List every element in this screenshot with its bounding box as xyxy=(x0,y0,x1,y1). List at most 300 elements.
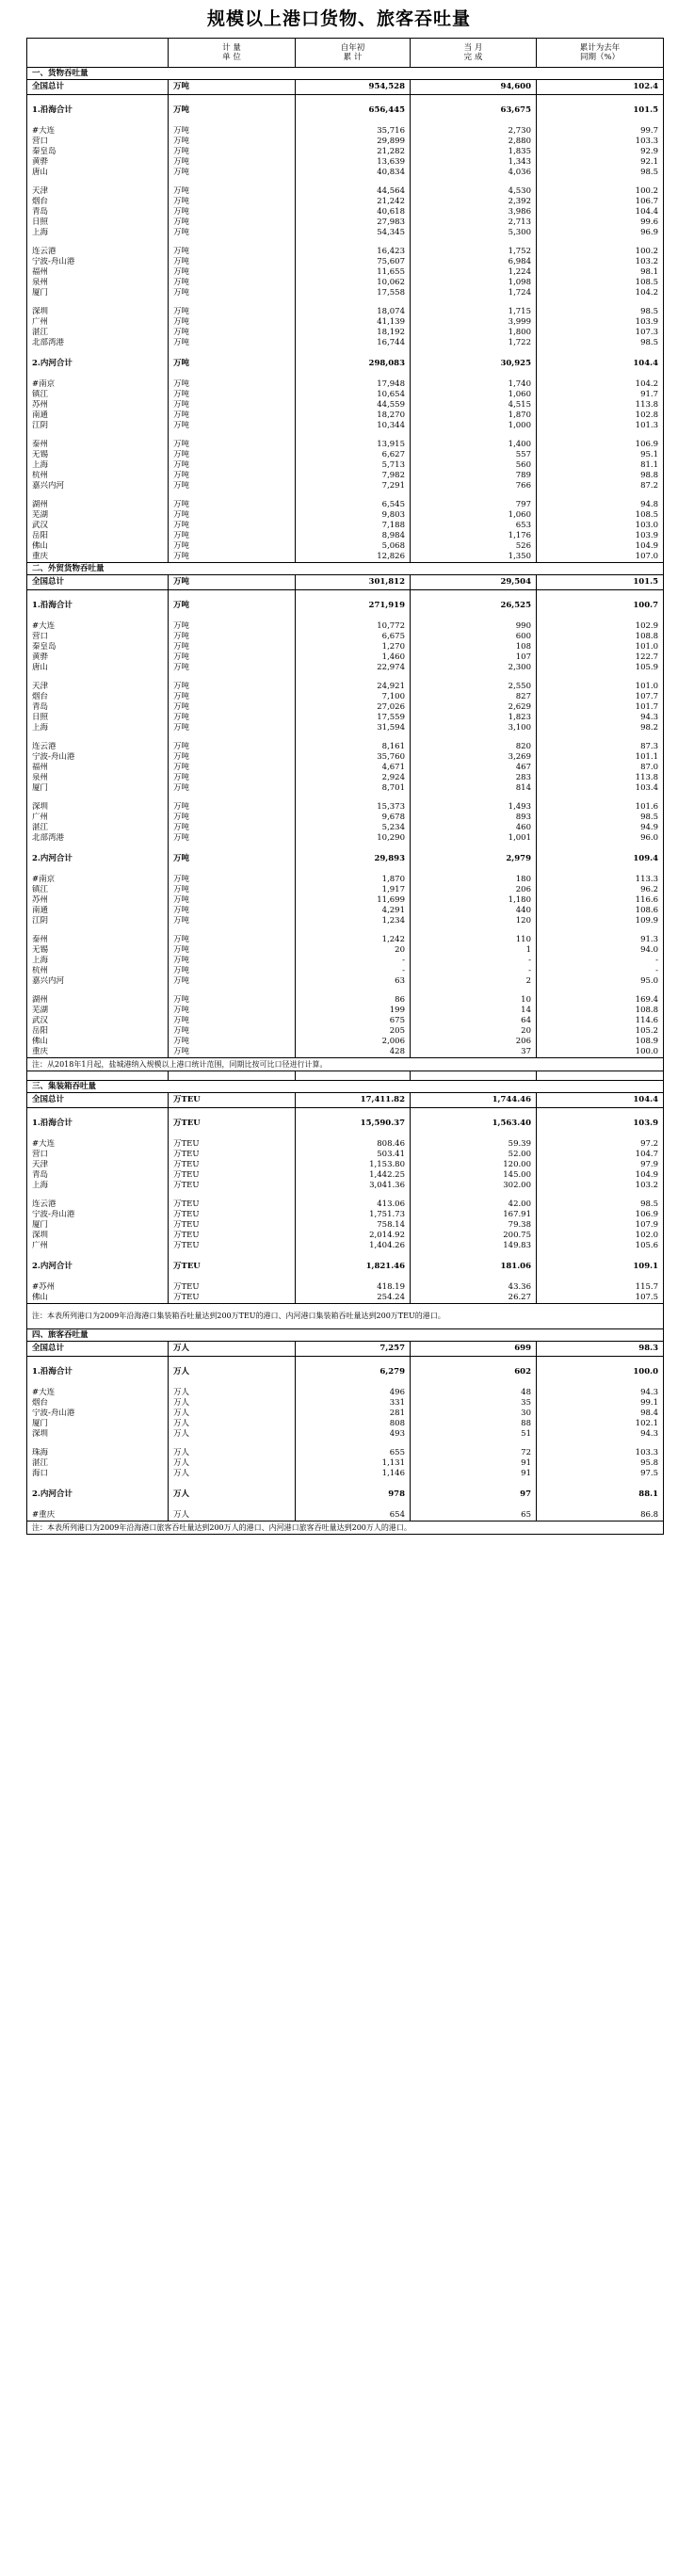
table-row xyxy=(27,713,664,723)
row-cumulative: 496 xyxy=(296,1388,411,1398)
row-unit: 万TEU xyxy=(169,1170,296,1181)
table-row xyxy=(27,307,664,317)
note-row xyxy=(27,1058,664,1071)
row-yoy-percent: 103.3 xyxy=(537,1448,664,1458)
row-current-month: 26.27 xyxy=(411,1293,537,1304)
row-cumulative: 199 xyxy=(296,1006,411,1016)
row-yoy-percent: 81.1 xyxy=(537,460,664,471)
table-row xyxy=(27,1429,664,1440)
row-label: 青岛 xyxy=(27,702,169,713)
row-current-month: 1,752 xyxy=(411,247,537,257)
row-current-month: 2,629 xyxy=(411,702,537,713)
table-row xyxy=(27,906,664,916)
row-unit: 万TEU xyxy=(169,1231,296,1241)
row-yoy-percent: 94.3 xyxy=(537,1388,664,1398)
total-row xyxy=(27,1488,664,1502)
row-label: 杭州 xyxy=(27,966,169,976)
row-unit: 万吨 xyxy=(169,541,296,552)
table-row xyxy=(27,390,664,400)
row-unit: 万吨 xyxy=(169,157,296,168)
row-current-month: 5,300 xyxy=(411,228,537,238)
table-row xyxy=(27,875,664,885)
table-row xyxy=(27,956,664,966)
spacer-row xyxy=(27,794,664,802)
row-current-month: 1,001 xyxy=(411,833,537,844)
row-cumulative: 2,924 xyxy=(296,773,411,783)
row-cumulative: 35,760 xyxy=(296,752,411,763)
row-yoy-percent: 101.5 xyxy=(537,104,664,118)
row-current-month: 2,550 xyxy=(411,682,537,692)
row-current-month: - xyxy=(411,966,537,976)
row-unit: 万吨 xyxy=(169,531,296,541)
row-yoy-percent: 92.9 xyxy=(537,147,664,157)
row-unit: 万TEU xyxy=(169,1282,296,1293)
row-cumulative: 35,716 xyxy=(296,126,411,137)
row-cumulative: 44,559 xyxy=(296,400,411,411)
row-unit: 万吨 xyxy=(169,521,296,531)
row-unit: 万TEU xyxy=(169,1160,296,1170)
port-throughput-table xyxy=(26,38,664,1535)
row-label: 芜湖 xyxy=(27,510,169,521)
row-current-month: 206 xyxy=(411,1037,537,1047)
row-label: 湛江 xyxy=(27,1458,169,1469)
row-label: 烟台 xyxy=(27,197,169,207)
row-current-month: 3,269 xyxy=(411,752,537,763)
row-unit: 万TEU xyxy=(169,1150,296,1160)
row-current-month: 181.06 xyxy=(411,1260,537,1274)
row-yoy-percent: 114.6 xyxy=(537,1016,664,1026)
row-label: 唐山 xyxy=(27,168,169,178)
row-cumulative: 331 xyxy=(296,1398,411,1409)
row-current-month: 10 xyxy=(411,995,537,1006)
row-cumulative: 271,919 xyxy=(296,599,411,613)
row-current-month: 91 xyxy=(411,1469,537,1479)
row-current-month: 283 xyxy=(411,773,537,783)
table-row xyxy=(27,197,664,207)
row-cumulative: 9,678 xyxy=(296,813,411,823)
table-row xyxy=(27,1199,664,1210)
spacer-row xyxy=(27,1502,664,1510)
row-yoy-percent: 102.9 xyxy=(537,621,664,632)
row-current-month: 797 xyxy=(411,500,537,510)
row-yoy-percent: 94.3 xyxy=(537,713,664,723)
row-label: 福州 xyxy=(27,267,169,278)
row-label: #大连 xyxy=(27,1139,169,1150)
row-cumulative: 9,803 xyxy=(296,510,411,521)
row-cumulative: 17,948 xyxy=(296,379,411,390)
row-current-month: 1,060 xyxy=(411,510,537,521)
row-label: 湛江 xyxy=(27,328,169,338)
row-current-month: 64 xyxy=(411,1016,537,1026)
row-label: 北部湾港 xyxy=(27,338,169,348)
row-cumulative: 86 xyxy=(296,995,411,1006)
row-yoy-percent: 102.0 xyxy=(537,1231,664,1241)
row-yoy-percent: 98.4 xyxy=(537,1409,664,1419)
row-unit: 万吨 xyxy=(169,197,296,207)
row-label: 泉州 xyxy=(27,278,169,288)
section-title: 三、集装箱吞吐量 xyxy=(27,1081,664,1093)
row-unit: 万吨 xyxy=(169,1016,296,1026)
row-label: 1.沿海合计 xyxy=(27,104,169,118)
row-unit: 万TEU xyxy=(169,1093,296,1108)
row-label: 1.沿海合计 xyxy=(27,1365,169,1379)
row-label: 厦门 xyxy=(27,288,169,298)
row-current-month: 2,392 xyxy=(411,197,537,207)
row-label: 佛山 xyxy=(27,541,169,552)
row-label: 佛山 xyxy=(27,1037,169,1047)
row-current-month: 766 xyxy=(411,481,537,491)
spacer-row xyxy=(27,1071,664,1081)
row-current-month: 3,999 xyxy=(411,317,537,328)
row-current-month: 6,984 xyxy=(411,257,537,267)
row-cumulative: 1,821.46 xyxy=(296,1260,411,1274)
row-cumulative: 281 xyxy=(296,1409,411,1419)
table-row xyxy=(27,500,664,510)
row-unit: 万吨 xyxy=(169,400,296,411)
row-unit: 万吨 xyxy=(169,995,296,1006)
table-row xyxy=(27,723,664,733)
row-cumulative: 503.41 xyxy=(296,1150,411,1160)
table-row xyxy=(27,632,664,642)
row-cumulative: 16,744 xyxy=(296,338,411,348)
row-label: 苏州 xyxy=(27,895,169,906)
table-row xyxy=(27,763,664,773)
row-unit: 万吨 xyxy=(169,621,296,632)
row-unit: 万TEU xyxy=(169,1220,296,1231)
row-yoy-percent: 103.3 xyxy=(537,137,664,147)
table-row xyxy=(27,813,664,823)
table-row xyxy=(27,823,664,833)
row-unit: 万TEU xyxy=(169,1260,296,1274)
row-current-month: 302.00 xyxy=(411,1181,537,1191)
section-header-row xyxy=(27,68,664,80)
row-cumulative: 205 xyxy=(296,1026,411,1037)
row-yoy-percent: 105.2 xyxy=(537,1026,664,1037)
row-cumulative: 5,234 xyxy=(296,823,411,833)
row-unit: 万吨 xyxy=(169,823,296,833)
row-label: 烟台 xyxy=(27,1398,169,1409)
row-cumulative: 17,411.82 xyxy=(296,1093,411,1108)
row-unit: 万吨 xyxy=(169,713,296,723)
row-current-month: 4,530 xyxy=(411,186,537,197)
row-cumulative: 6,627 xyxy=(296,450,411,460)
row-current-month: 560 xyxy=(411,460,537,471)
row-label: 连云港 xyxy=(27,247,169,257)
row-yoy-percent: 113.8 xyxy=(537,400,664,411)
row-cumulative: 6,545 xyxy=(296,500,411,510)
row-unit: 万人 xyxy=(169,1398,296,1409)
row-unit: 万吨 xyxy=(169,1047,296,1058)
row-cumulative: 493 xyxy=(296,1429,411,1440)
spacer-row xyxy=(27,673,664,682)
row-yoy-percent: 100.2 xyxy=(537,186,664,197)
row-current-month: 440 xyxy=(411,906,537,916)
table-row xyxy=(27,682,664,692)
row-label: 唐山 xyxy=(27,663,169,673)
row-label: 芜湖 xyxy=(27,1006,169,1016)
row-yoy-percent: 86.8 xyxy=(537,1510,664,1521)
row-label: 1.沿海合计 xyxy=(27,1117,169,1131)
row-label: 江阴 xyxy=(27,421,169,431)
row-label: 全国总计 xyxy=(27,575,169,590)
row-yoy-percent: 122.7 xyxy=(537,652,664,663)
table-row xyxy=(27,460,664,471)
row-label: 全国总计 xyxy=(27,80,169,95)
table-row xyxy=(27,935,664,945)
row-current-month: 600 xyxy=(411,632,537,642)
row-cumulative: 1,460 xyxy=(296,652,411,663)
total-row xyxy=(27,104,664,118)
row-yoy-percent: 103.9 xyxy=(537,317,664,328)
row-cumulative: 10,772 xyxy=(296,621,411,632)
table-row xyxy=(27,450,664,460)
table-row xyxy=(27,652,664,663)
row-label: 上海 xyxy=(27,723,169,733)
row-yoy-percent: 108.8 xyxy=(537,1006,664,1016)
row-yoy-percent: 103.0 xyxy=(537,521,664,531)
table-row xyxy=(27,1388,664,1398)
row-label: 南通 xyxy=(27,411,169,421)
row-yoy-percent: 108.5 xyxy=(537,278,664,288)
row-current-month: 65 xyxy=(411,1510,537,1521)
row-yoy-percent: 103.9 xyxy=(537,531,664,541)
row-yoy-percent: 94.3 xyxy=(537,1429,664,1440)
row-yoy-percent: 94.8 xyxy=(537,500,664,510)
row-cumulative: 7,257 xyxy=(296,1342,411,1357)
row-label: 无锡 xyxy=(27,450,169,460)
spacer-row xyxy=(27,178,664,186)
row-unit: 万吨 xyxy=(169,168,296,178)
row-label: 营口 xyxy=(27,632,169,642)
row-unit: 万吨 xyxy=(169,267,296,278)
row-label: 厦门 xyxy=(27,783,169,794)
row-unit: 万吨 xyxy=(169,481,296,491)
table-row xyxy=(27,440,664,450)
table-row xyxy=(27,742,664,752)
row-yoy-percent: 95.8 xyxy=(537,1458,664,1469)
row-unit: 万吨 xyxy=(169,916,296,926)
row-cumulative: 11,699 xyxy=(296,895,411,906)
row-unit: 万人 xyxy=(169,1448,296,1458)
table-row xyxy=(27,471,664,481)
row-label: 宁波-舟山港 xyxy=(27,1409,169,1419)
row-yoy-percent: 113.8 xyxy=(537,773,664,783)
row-yoy-percent: 108.5 xyxy=(537,510,664,521)
row-yoy-percent: 96.0 xyxy=(537,833,664,844)
row-current-month: 91 xyxy=(411,1458,537,1469)
row-cumulative: 413.06 xyxy=(296,1199,411,1210)
row-unit: 万人 xyxy=(169,1342,296,1357)
row-current-month: 206 xyxy=(411,885,537,895)
spacer-row xyxy=(27,1108,664,1118)
table-row xyxy=(27,1026,664,1037)
table-row xyxy=(27,207,664,217)
row-yoy-percent: - xyxy=(537,956,664,966)
row-cumulative: 2,006 xyxy=(296,1037,411,1047)
row-unit: 万吨 xyxy=(169,1026,296,1037)
row-cumulative: 4,291 xyxy=(296,906,411,916)
row-label: 连云港 xyxy=(27,742,169,752)
row-yoy-percent: 107.0 xyxy=(537,552,664,563)
row-label: 营口 xyxy=(27,1150,169,1160)
row-cumulative: 18,270 xyxy=(296,411,411,421)
spacer-row xyxy=(27,371,664,379)
row-unit: 万吨 xyxy=(169,575,296,590)
row-current-month: 30 xyxy=(411,1409,537,1419)
row-unit: 万吨 xyxy=(169,510,296,521)
row-unit: 万人 xyxy=(169,1469,296,1479)
row-unit: 万吨 xyxy=(169,935,296,945)
total-row xyxy=(27,1342,664,1357)
row-label: #南京 xyxy=(27,875,169,885)
row-cumulative: 1,131 xyxy=(296,1458,411,1469)
row-yoy-percent: 101.0 xyxy=(537,682,664,692)
row-cumulative: 1,442.25 xyxy=(296,1170,411,1181)
row-cumulative: 21,242 xyxy=(296,197,411,207)
row-unit: 万吨 xyxy=(169,126,296,137)
row-label: 岳阳 xyxy=(27,531,169,541)
row-yoy-percent: 99.7 xyxy=(537,126,664,137)
row-cumulative: 29,899 xyxy=(296,137,411,147)
row-label: 珠海 xyxy=(27,1448,169,1458)
row-label: 2.内河合计 xyxy=(27,357,169,371)
row-unit: 万吨 xyxy=(169,390,296,400)
row-cumulative: 1,242 xyxy=(296,935,411,945)
row-unit: 万TEU xyxy=(169,1241,296,1251)
row-unit: 万吨 xyxy=(169,278,296,288)
spacer-row xyxy=(27,1251,664,1260)
row-unit: 万TEU xyxy=(169,1117,296,1131)
total-row xyxy=(27,599,664,613)
row-cumulative: 301,812 xyxy=(296,575,411,590)
row-cumulative: 11,655 xyxy=(296,267,411,278)
row-current-month: 820 xyxy=(411,742,537,752)
row-unit: 万吨 xyxy=(169,642,296,652)
table-row xyxy=(27,267,664,278)
row-cumulative: 298,083 xyxy=(296,357,411,371)
row-yoy-percent: 98.1 xyxy=(537,267,664,278)
total-row xyxy=(27,1365,664,1379)
note-row xyxy=(27,1304,664,1329)
row-label: 天津 xyxy=(27,1160,169,1170)
row-label: 厦门 xyxy=(27,1419,169,1429)
header-current-month: 当 月 完 成 xyxy=(411,39,537,68)
row-yoy-percent: 104.4 xyxy=(537,207,664,217)
row-label: 黄骅 xyxy=(27,157,169,168)
row-current-month: 107 xyxy=(411,652,537,663)
row-cumulative: 10,654 xyxy=(296,390,411,400)
table-row xyxy=(27,186,664,197)
row-cumulative: 1,404.26 xyxy=(296,1241,411,1251)
spacer-row xyxy=(27,118,664,126)
total-row xyxy=(27,1117,664,1131)
table-row xyxy=(27,1448,664,1458)
row-cumulative: 2,014.92 xyxy=(296,1231,411,1241)
row-unit: 万吨 xyxy=(169,895,296,906)
table-row xyxy=(27,338,664,348)
row-yoy-percent: 97.9 xyxy=(537,1160,664,1170)
table-row xyxy=(27,1037,664,1047)
row-yoy-percent: 107.7 xyxy=(537,692,664,702)
row-current-month: 4,036 xyxy=(411,168,537,178)
row-cumulative: 954,528 xyxy=(296,80,411,95)
row-unit: 万吨 xyxy=(169,137,296,147)
table-row xyxy=(27,1293,664,1304)
row-current-month: 1,060 xyxy=(411,390,537,400)
row-label: 嘉兴内河 xyxy=(27,976,169,987)
row-yoy-percent: 94.0 xyxy=(537,945,664,956)
row-yoy-percent: 107.3 xyxy=(537,328,664,338)
total-row xyxy=(27,1260,664,1274)
row-unit: 万吨 xyxy=(169,833,296,844)
row-unit: 万吨 xyxy=(169,632,296,642)
table-row xyxy=(27,752,664,763)
row-current-month: 145.00 xyxy=(411,1170,537,1181)
table-row xyxy=(27,421,664,431)
row-unit: 万吨 xyxy=(169,338,296,348)
total-row xyxy=(27,852,664,866)
header-unit: 计 量 单 位 xyxy=(169,39,296,68)
spacer-row xyxy=(27,987,664,995)
table-row xyxy=(27,481,664,491)
row-cumulative: 7,100 xyxy=(296,692,411,702)
row-yoy-percent: 99.1 xyxy=(537,1398,664,1409)
row-current-month: 1 xyxy=(411,945,537,956)
row-unit: 万TEU xyxy=(169,1181,296,1191)
row-label: 苏州 xyxy=(27,400,169,411)
row-yoy-percent: 94.9 xyxy=(537,823,664,833)
spacer-row xyxy=(27,491,664,500)
row-current-month: 1,343 xyxy=(411,157,537,168)
row-cumulative: 15,590.37 xyxy=(296,1117,411,1131)
table-row xyxy=(27,510,664,521)
row-label: 岳阳 xyxy=(27,1026,169,1037)
row-current-month: 30,925 xyxy=(411,357,537,371)
row-cumulative: 1,270 xyxy=(296,642,411,652)
row-yoy-percent: 106.7 xyxy=(537,197,664,207)
row-cumulative: 75,607 xyxy=(296,257,411,267)
row-label: 宁波-舟山港 xyxy=(27,257,169,267)
row-label: 青岛 xyxy=(27,207,169,217)
table-row xyxy=(27,783,664,794)
row-cumulative: 44,564 xyxy=(296,186,411,197)
row-current-month: 602 xyxy=(411,1365,537,1379)
table-row xyxy=(27,1150,664,1160)
row-unit: 万吨 xyxy=(169,966,296,976)
row-yoy-percent: 104.4 xyxy=(537,357,664,371)
row-current-month: 1,715 xyxy=(411,307,537,317)
row-cumulative: 5,068 xyxy=(296,541,411,552)
row-unit: 万吨 xyxy=(169,742,296,752)
row-yoy-percent: 106.9 xyxy=(537,1210,664,1220)
row-current-month: 1,563.40 xyxy=(411,1117,537,1131)
row-yoy-percent: 103.2 xyxy=(537,257,664,267)
table-row xyxy=(27,531,664,541)
row-current-month: 557 xyxy=(411,450,537,460)
row-unit: 万吨 xyxy=(169,813,296,823)
row-current-month: 3,100 xyxy=(411,723,537,733)
table-row xyxy=(27,379,664,390)
row-label: #大连 xyxy=(27,621,169,632)
spacer-row xyxy=(27,1274,664,1282)
table-row xyxy=(27,1160,664,1170)
row-unit: 万吨 xyxy=(169,652,296,663)
row-yoy-percent: 101.5 xyxy=(537,575,664,590)
row-unit: 万吨 xyxy=(169,763,296,773)
row-current-month: 42.00 xyxy=(411,1199,537,1210)
row-current-month: 79.38 xyxy=(411,1220,537,1231)
row-label: 2.内河合计 xyxy=(27,1260,169,1274)
